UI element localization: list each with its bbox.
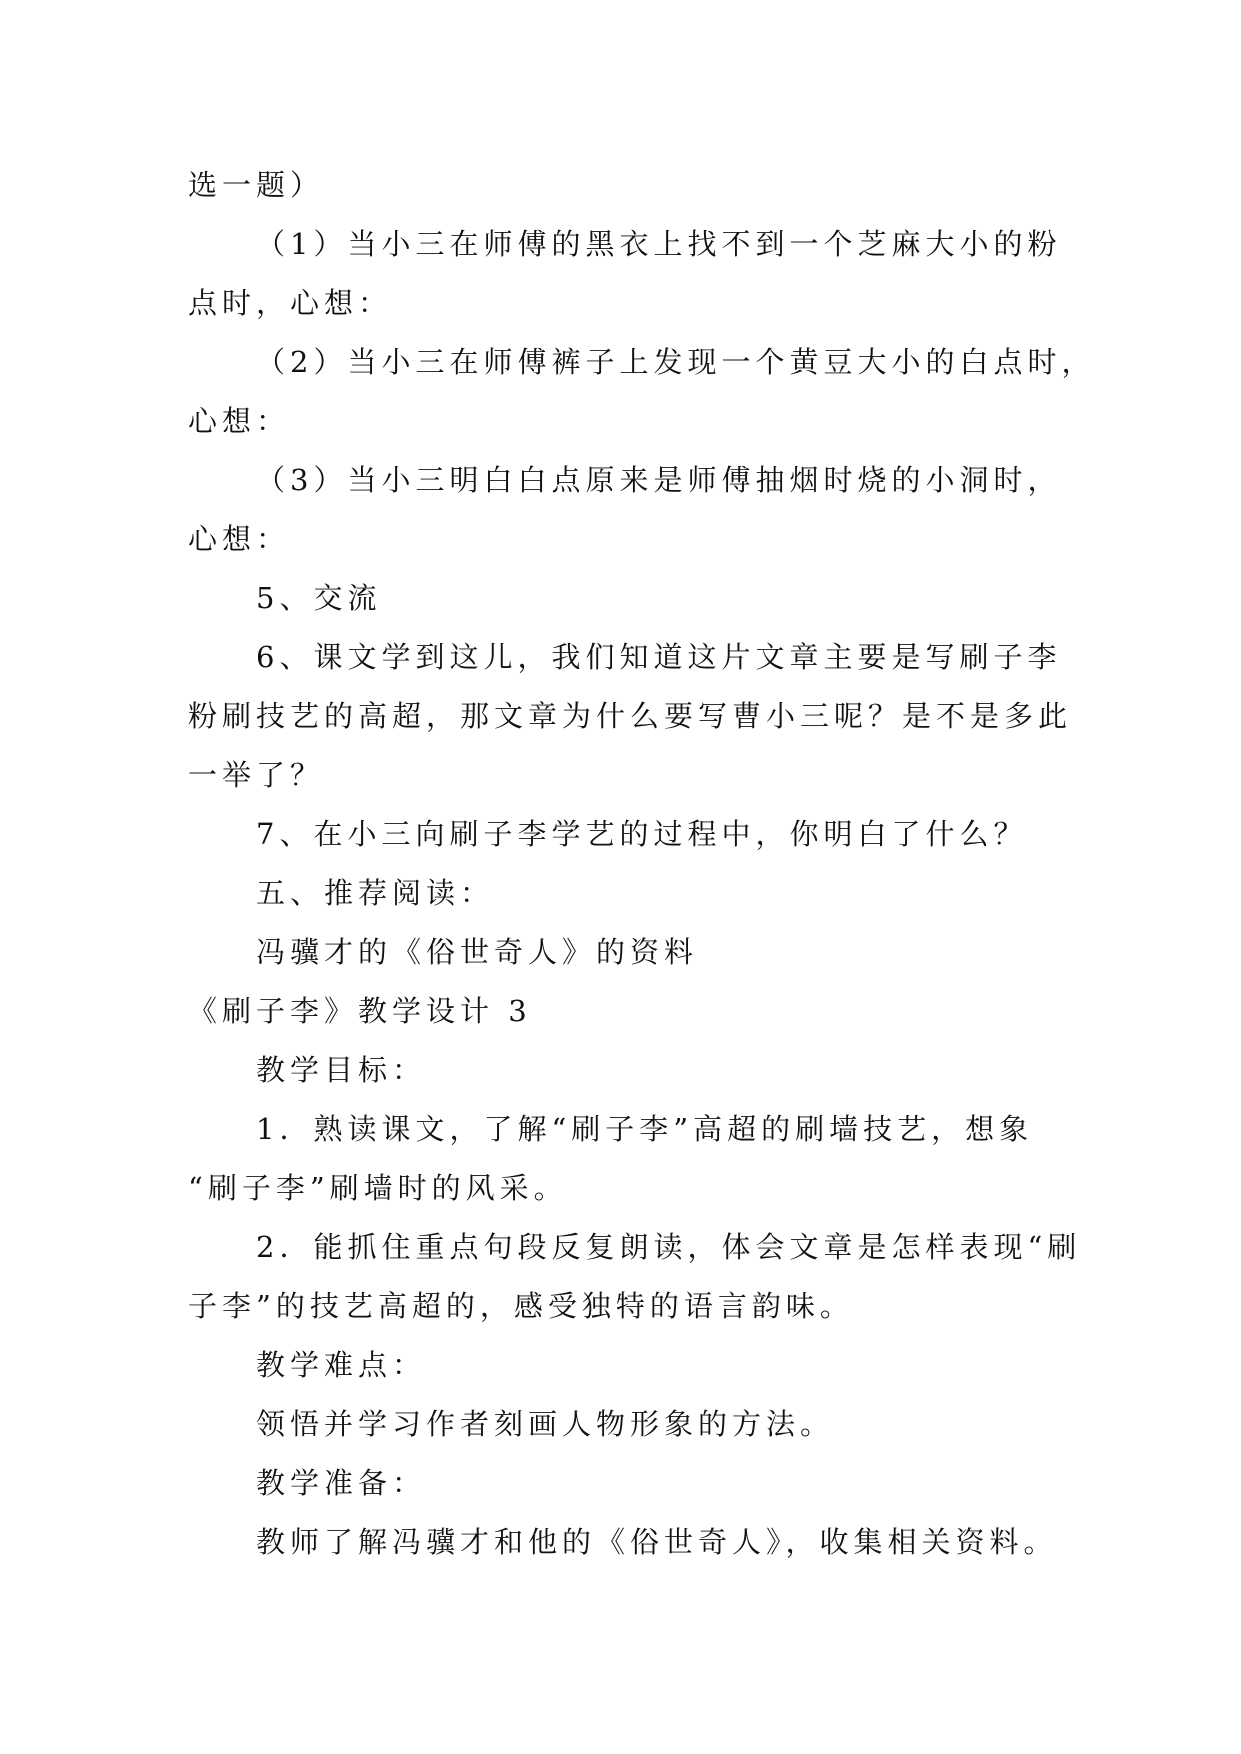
text-line: 5、交流 <box>256 581 382 615</box>
text-line: （1）当小三在师傅的黑衣上找不到一个芝麻大小的粉 <box>256 227 1062 261</box>
section-heading: 五、推荐阅读： <box>256 876 495 910</box>
text-line: 6、课文学到这儿，我们知道这片文章主要是写刷子李 <box>256 640 1062 674</box>
text-line: 子李”的技艺高超的，感受独特的语言韵味。 <box>188 1289 854 1323</box>
section-heading: 教学准备： <box>256 1466 427 1500</box>
text-line: 领悟并学习作者刻画人物形象的方法。 <box>256 1407 835 1441</box>
section-heading: 教学难点： <box>256 1348 427 1382</box>
text-line: 教师了解冯骥才和他的《俗世奇人》，收集相关资料。 <box>256 1525 1058 1559</box>
text-line: 2．能抓住重点句段反复朗读，体会文章是怎样表现“刷 <box>256 1230 1082 1264</box>
text-line: 一举了？ <box>188 758 325 792</box>
text-line: 选一题） <box>188 168 325 202</box>
text-line: 点时，心想： <box>188 286 393 320</box>
text-line: 心想： <box>188 522 291 556</box>
section-heading: 教学目标： <box>256 1053 427 1087</box>
text-line: 1．熟读课文，了解“刷子李”高超的刷墙技艺，想象 <box>256 1112 1034 1146</box>
text-line: 心想： <box>188 404 291 438</box>
text-line: （3）当小三明白白点原来是师傅抽烟时烧的小洞时， <box>256 463 1062 497</box>
text-line: 7、在小三向刷子李学艺的过程中，你明白了什么？ <box>256 817 1028 851</box>
document-title: 《刷子李》教学设计 3 <box>188 994 532 1028</box>
text-line: 冯骥才的《俗世奇人》的资料 <box>256 935 699 969</box>
text-line: （2）当小三在师傅裤子上发现一个黄豆大小的白点时， <box>256 345 1096 379</box>
text-line: 粉刷技艺的高超，那文章为什么要写曹小三呢？是不是多此 <box>188 699 1073 733</box>
text-line: “刷子李”刷墙时的风采。 <box>188 1171 568 1205</box>
